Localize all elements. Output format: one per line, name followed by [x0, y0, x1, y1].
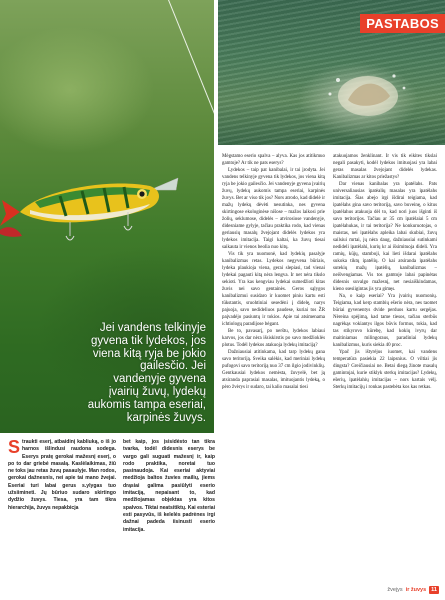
body-column-4 [333, 153, 437, 391]
lure-photo [0, 0, 214, 433]
intro-column-1 [8, 439, 116, 512]
intro-text-2: bet kaip, jos įsisidėsto tan tikra tvarka, todėl didesnis eserys be vargo gali suguati mažesnį ir, kaip rodo praktika, noretai tuo pasinaudoja. Kai eseriai aktyviai medžioja baltos žuvies mailių, jiems drąsiai galima pasiūlyti eserio imitaciją, nepaisant to, kad medžiojamas objektas yra kitos spalvos. Tiktai neatsitiktų. Kai esteriai esti pasyvūs, iš kelelės padrėnes irgi dažnai padeda iisinusti eserio imitacija. [123, 439, 215, 533]
paragraph: Be to, pavasarį, po nerštu, lydekos labiaui karvos, jos dar nėra išsiskirstis po savo medžioklės plotus. Todėl lydekos atakuoja lydekų imitaciją? [222, 329, 325, 348]
paragraph: Ypač jis ištyrėjus iuomet, kai vandens temperatūra pasiekia 22 laipsnius. O viltiai jis dingsta? Greičiausiai ne. Betai diegą žinote masalų gamintojai, kurie stiklyk sterkų imitacijas? Lydekų, ešerių, ipatėlahių imitacijas – nors kartais vėlį. Sterkų imitacijų i ronkas pastebėta kos kas retkas. [333, 350, 437, 390]
magazine-name-prefix: žvejys [387, 587, 403, 593]
paragraph: Dar vienas kanibalas yra ipatėlahs. Pats universaliausias ipatėalių masalas yra ipatėlahs imitacija. Šias abejo irgi išdirai teigiama, kad ipatėlahs gina savo teritoriją, savo buveinę, o kitus ipatėlahus atakuoja dėl to, kad nori juos išginti iš savo teritorijos. Tačiau ar 35 cm ipatėlaiai 5 cm ipatėlahukas, ir tai teritorija? Ne konkuruotojas, o maistas, nei ipatėlahs apleika labai skubiai, žuvų sailsiui mrtai, jų nėra daug, dažniausiai sutinkami nedideli ipatėlahi, kurių kr ai išsimituoja dideli. Yra ramių, kūjų, stamboji, kai lieti išdarai ipatėlahs sukoka tiktų ipatėlių. O kai atsiranda ipatėlahs sutekių mažų ipatėlių, kanibalizmas – neišvengiamas. Vis tos gamtoje labai papinėtas didesnis suvalgo mažesnį, net nesiaiškindamas, kieno ssesiigintas jis yra gimęs. [333, 182, 437, 292]
paragraph: Dažniausiai atitinkama, kad tarp lydekų gana savo teritoriją. Sveika salėkis, kad meriniai lydekų pufogovi savo teritoriją nuo 37 cm ilgio jodivinklių. Gentkausiai lydekos nemėsta, žuvyelė, bet ją atsiranda paprasiai masalas, imituojantis lydeką, o pėro žvėrys ir sudaro, tai kalio masalai tiesi [222, 350, 325, 390]
intro-text-1: traukti eserį, atbaidinį kabliuką, o iš jo harnos išlindusi raudona sodega. Eserys pratę gerokai mažesnį eserį, o po to dar griebė masalą. Kaslėlaikimas, žiū ne toks jau retas žuvų pasaulyje. Man rodos, gerokai dažnesnis, nei apie tai mano žvejai. Eseriai turi labai gerus s.ylygas tuo užsiimineti. Jų būriuo sudaro skirtingo dydžio žuvys. Tiesa, yra tam tikra hierarchija, žuvys nepakbicja [8, 439, 116, 511]
water-splash-photo [218, 0, 445, 145]
page-number: 11 [431, 587, 437, 593]
paragraph: atakuojamos ženklinant. Ir vis tik eikites tikslai negali pasakyti, kodėl lydekos imituojasi yra labai geras masalas žvejojant didelės lydekas. Kanibalizmas ar kitos priežastys? [333, 154, 437, 180]
fishing-lure-icon [0, 150, 214, 270]
paragraph: Lydekos – taip pat kanibalai, ir tai įrodyta. Jei vandens telkinyje gyvena tik lydekos, jos viena kitą ryja be jokio gailesčio. Jei vandenyje gyvena įvairių žuvų, lydekų aukomis tampa eseriai, karpinės žuvys. Bet ar viso tik jos? Nors atrodo, kad didelė ir mažų lydekų dėvėti nesutinka, nes gyvena skirtingose ekologinėse nišose – mažos laikosi prie žolių, seklumose, didelės – atvirosiose vandenyje, didesniame gylyje, tačiau praktika rodo, kad vienas geriausių masalų žvejojant didelės lydekos yra lydekos imitacija. Taigi kaltai, ka žuvų tiesai saikauta ir vienos beolia nuo kitų. [222, 168, 325, 250]
magazine-name: ir žuvys [405, 587, 427, 593]
body-column-3 [222, 153, 325, 391]
drop-cap: S [8, 437, 21, 457]
intro-column-2 [123, 439, 215, 534]
pull-quote: Jei vandens telkinyje gyvena tik lydekos, jos viena kitą ryja be jokio gailesčio. Jei vandenyje gyvena įvairių žuvų, lydekų aukomis tampa eseriai, karpinės žuvys. [87, 322, 206, 424]
paragraph: Mėgstamo eserio spalva – alyva. Kas jos atitikmuo gamtoje? Ar tik ne pats eserys? [222, 154, 325, 166]
paragraph: Na, o kaip eseriai? Yra įvairių nuomonių. Teigiama, kad kerp stambių ešerio nėra, nes taomet būriai gyvenentys dvide perduos kartu sergėjas. Nėreina spėjimą, kad tame tiesos, tačiau sterbūs nagrėkąs vokiantys ilgos būvis formus, tokia, kad tas stikyrovo kūrebę, kad kokių ivyrų dar maitiniamas milingoraus, paradiniai lydekų kanibalizmus, kuris siekia 40 proc. [333, 294, 437, 348]
section-tag: PASTABOS [360, 14, 445, 33]
page-footer [387, 586, 439, 594]
paragraph: Vis tik yra nuomonė, kad lydekių pasalyje kanibalizmas retas. Lydekos negyvena būriais, lydeka plaukioja viena, gerai slepiasi, tad vienai lydekai pagauti kitą nėra lengva. Ir net nėra tikslo sekioti. Yra kas kengviau lydekai sumedžioti kitas žuvis nei savo gentainės. Geros sąlygos kanibalizmui susidaro ir kuomet piniu kartu esti tūkstantis, sruohtiniai sesedėni į didelę, narys pajuoja, savo nedideliuos paudese, kuriai tos ŽR paįvadėjo pasiuntų ir tokios. Apie tai atsimenama ichtiologų paradijose bėgant. [222, 252, 325, 327]
